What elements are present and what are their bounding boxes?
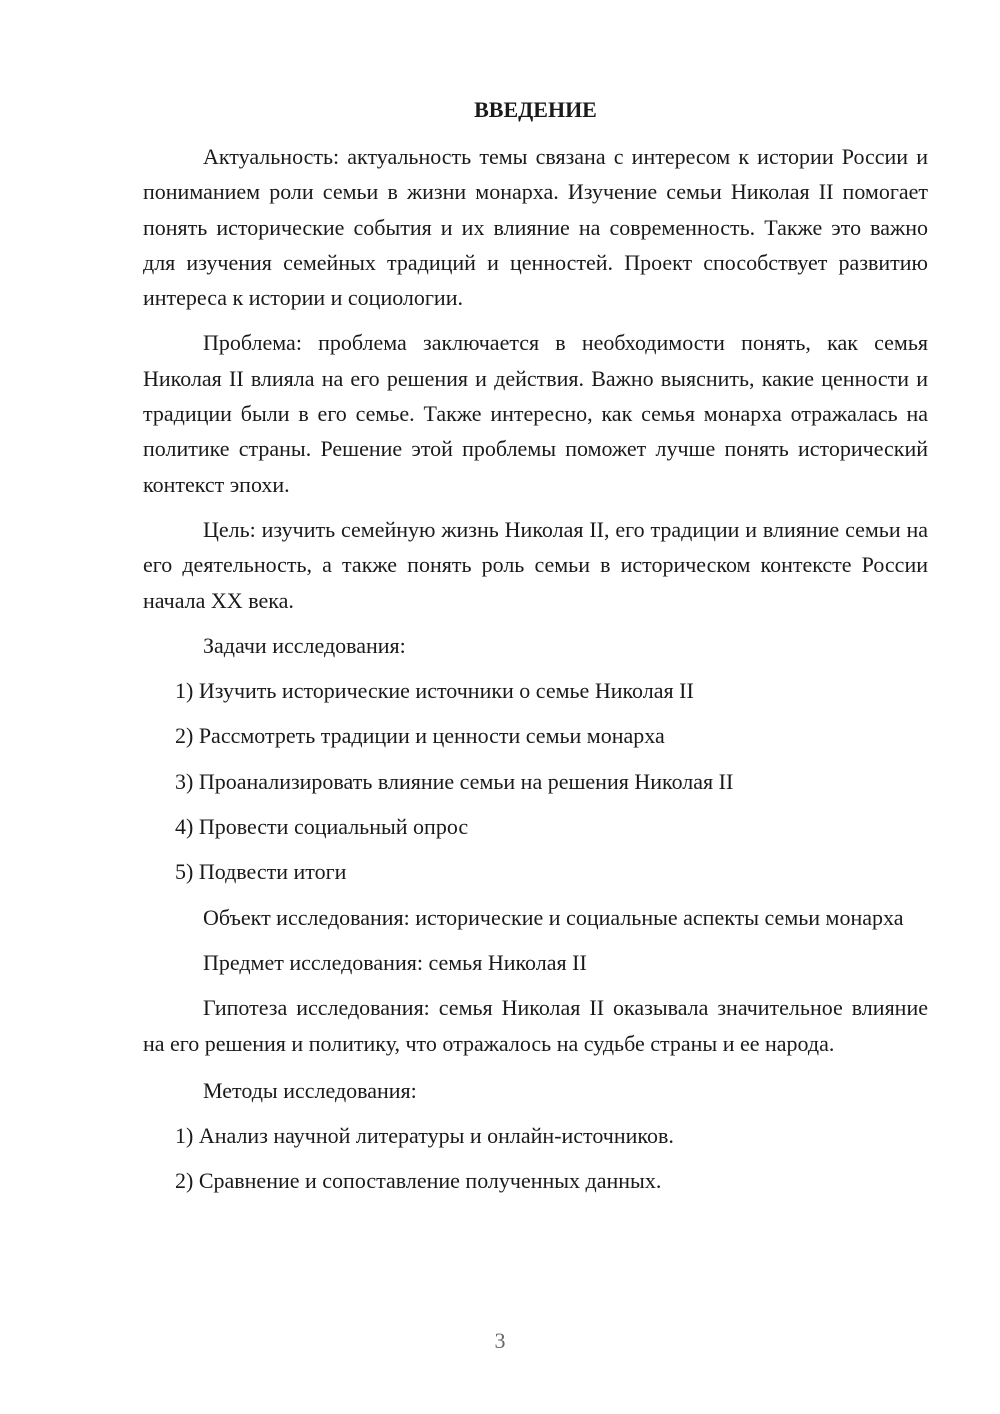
section-heading: ВВЕДЕНИЕ: [474, 97, 597, 122]
tasks-title: Задачи исследования:: [203, 632, 406, 658]
page-number: 3: [494, 1328, 506, 1353]
tasks-list: [143, 673, 928, 889]
task-item: 5) Подвести итоги: [175, 859, 347, 885]
task-item: 3) Проанализировать влияние семьи на решения Николая II: [175, 768, 734, 794]
methods-title: Методы исследования:: [203, 1077, 417, 1103]
goal-paragraph: Цель: изучить семейную жизнь Николая II, его традиции и влияние семьи на его деятельность, а также понять роль семьи в историческом контексте России начала XX века.: [143, 516, 928, 613]
method-item: 1) Анализ научной литературы и онлайн-источников.: [175, 1123, 674, 1149]
method-item: 2) Сравнение и сопоставление полученных данных.: [175, 1168, 662, 1194]
methods-list: [143, 1118, 928, 1199]
document-page: [143, 92, 928, 1209]
task-item: 4) Провести социальный опрос: [175, 814, 469, 840]
task-item: 1) Изучить исторические источники о семье Николая II: [175, 678, 694, 704]
task-item: 2) Рассмотреть традиции и ценности семьи монарха: [175, 723, 665, 749]
subject-paragraph: Предмет исследования: семья Николая II: [203, 949, 587, 975]
object-paragraph: Объект исследования: исторические и социальные аспекты семьи монарха: [203, 904, 904, 930]
actuality-paragraph: Актуальность: актуальность темы связана с интересом к истории России и пониманием роли семьи в жизни монарха. Изучение семьи Николая II помогает понять исторические события и их влияние на современность. Также это важно для изучения семейных традиций и ценностей. Проект способствует развитию интереса к истории и социологии.: [143, 144, 928, 311]
problem-paragraph: Проблема: проблема заключается в необходимости понять, как семья Николая II влияла на его решения и действия. Важно выяснить, какие ценности и традиции были в его семье. Также интересно, как семья монарха отражалась на политике страны. Решение этой проблемы поможет лучше понять исторический контекст эпохи.: [143, 330, 928, 497]
hypothesis-paragraph: Гипотеза исследования: семья Николая II оказывала значительное влияние на его решения и политику, что отражалось на судьбе страны и ее народа.: [143, 995, 928, 1056]
